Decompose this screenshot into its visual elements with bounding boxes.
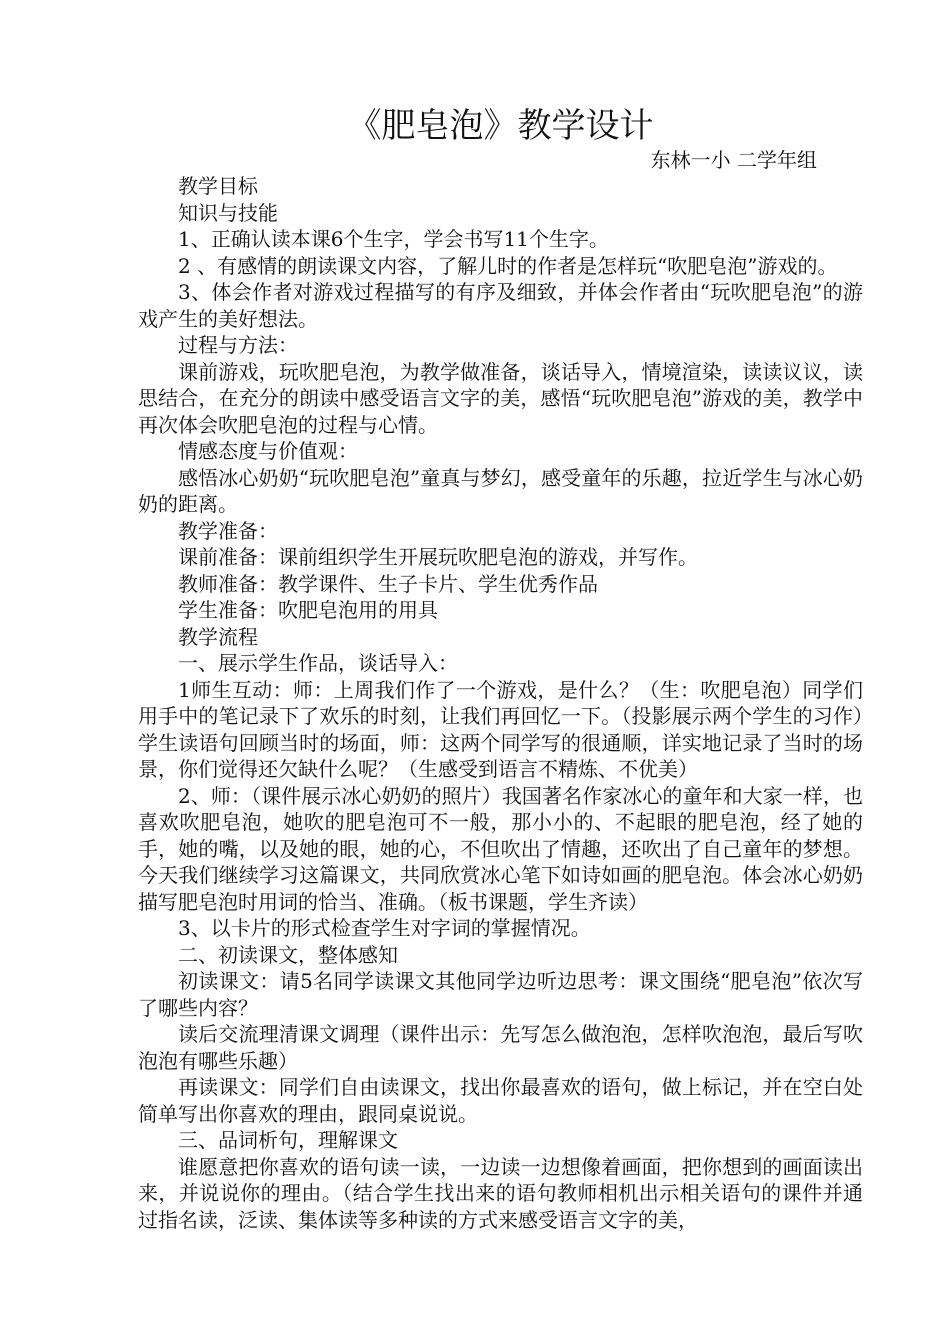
document-title: 《肥皂泡》教学设计 <box>347 106 654 146</box>
paragraph: 课前游戏，玩吹肥皂泡，为教学做准备，谈话导入，情境渲染，读读议议，读思结合，在充分的朗读中感受语言文字的美，感悟“玩吹肥皂泡”游戏的美，教学中再次体会吹肥皂泡的过程与心情。 <box>138 359 863 437</box>
paragraph: 1师生互动：师：上周我们作了一个游戏，是什么？（生：吹肥皂泡）同学们用手中的笔记录下了欢乐的时刻，让我们再回忆一下。（投影展示两个学生的习作）学生读语句回顾当时的场面，师：这两个同学写的很通顺，详实地记录了当时的场景，你们觉得还欠缺什么呢？（生感受到语言不精炼、不优美） <box>138 677 863 781</box>
paragraph: 学生准备：吹肥皂泡用的用具 <box>178 598 438 622</box>
paragraph: 初读课文：请5名同学读课文其他同学边听边思考：课文围绕“肥皂泡”依次写了哪些内容？ <box>138 969 863 1020</box>
paragraph: 教学准备： <box>178 518 278 543</box>
paragraph: 教学目标 <box>178 174 258 198</box>
paragraph: 3、体会作者对游戏过程描写的有序及细致，并体会作者由“玩吹肥皂泡”的游戏产生的美好想法。 <box>138 280 863 331</box>
paragraph: 过程与方法： <box>178 333 298 357</box>
paragraph: 知识与技能 <box>178 200 278 225</box>
paragraph: 再读课文：同学们自由读课文，找出你最喜欢的语句，做上标记，并在空白处简单写出你喜欢的理由，跟同桌说说。 <box>138 1075 863 1126</box>
paragraph: 2 、有感情的朗读课文内容，了解儿时的作者是怎样玩“吹肥皂泡”游戏的。 <box>178 253 838 278</box>
paragraph: 1、正确认读本课6个生字，学会书写11个生字。 <box>178 227 609 251</box>
paragraph: 一、展示学生作品，谈话导入： <box>178 651 458 675</box>
paragraph: 3、以卡片的形式检查学生对字词的掌握情况。 <box>178 916 591 940</box>
paragraph: 教师准备：教学课件、生子卡片、学生优秀作品 <box>178 571 598 596</box>
paragraph: 课前准备：课前组织学生开展玩吹肥皂泡的游戏，并写作。 <box>178 545 698 569</box>
paragraph: 感悟冰心奶奶“玩吹肥皂泡”童真与梦幻，感受童年的乐趣，拉近学生与冰心奶奶的距离。 <box>138 465 863 516</box>
paragraph: 教学流程 <box>178 624 258 649</box>
paragraph: 情感态度与价值观： <box>178 439 358 463</box>
paragraph: 读后交流理清课文调理（课件出示：先写怎么做泡泡，怎样吹泡泡，最后写吹泡泡有哪些乐趣） <box>138 1022 863 1073</box>
paragraph: 三、品词析句，理解课文 <box>178 1128 398 1152</box>
paragraph: 2、师：（课件展示冰心奶奶的照片）我国著名作家冰心的童年和大家一样，也喜欢吹肥皂泡，她吹的肥皂泡可不一般，那小小的、不起眼的肥皂泡，经了她的手，她的嘴，以及她的眼，她的心，不但吹出了情趣，还吹出了自己童年的梦想。今天我们继续学习这篇课文，共同欣赏冰心笔下如诗如画的肥皂泡。体会冰心奶奶描写肥皂泡时用词的恰当、准确。（板书课题，学生齐读） <box>138 783 863 914</box>
document-body <box>138 173 863 1233</box>
paragraph: 二、初读课文，整体感知 <box>178 942 398 967</box>
author-line: 东林一小 二学年组 <box>650 148 817 172</box>
paragraph: 谁愿意把你喜欢的语句读一读，一边读一边想像着画面，把你想到的画面读出来，并说说你的理由。（结合学生找出来的语句教师相机出示相关语句的课件并通过指名读，泛读、集体读等多种读的方式来感受语言文字的美， <box>138 1154 863 1232</box>
